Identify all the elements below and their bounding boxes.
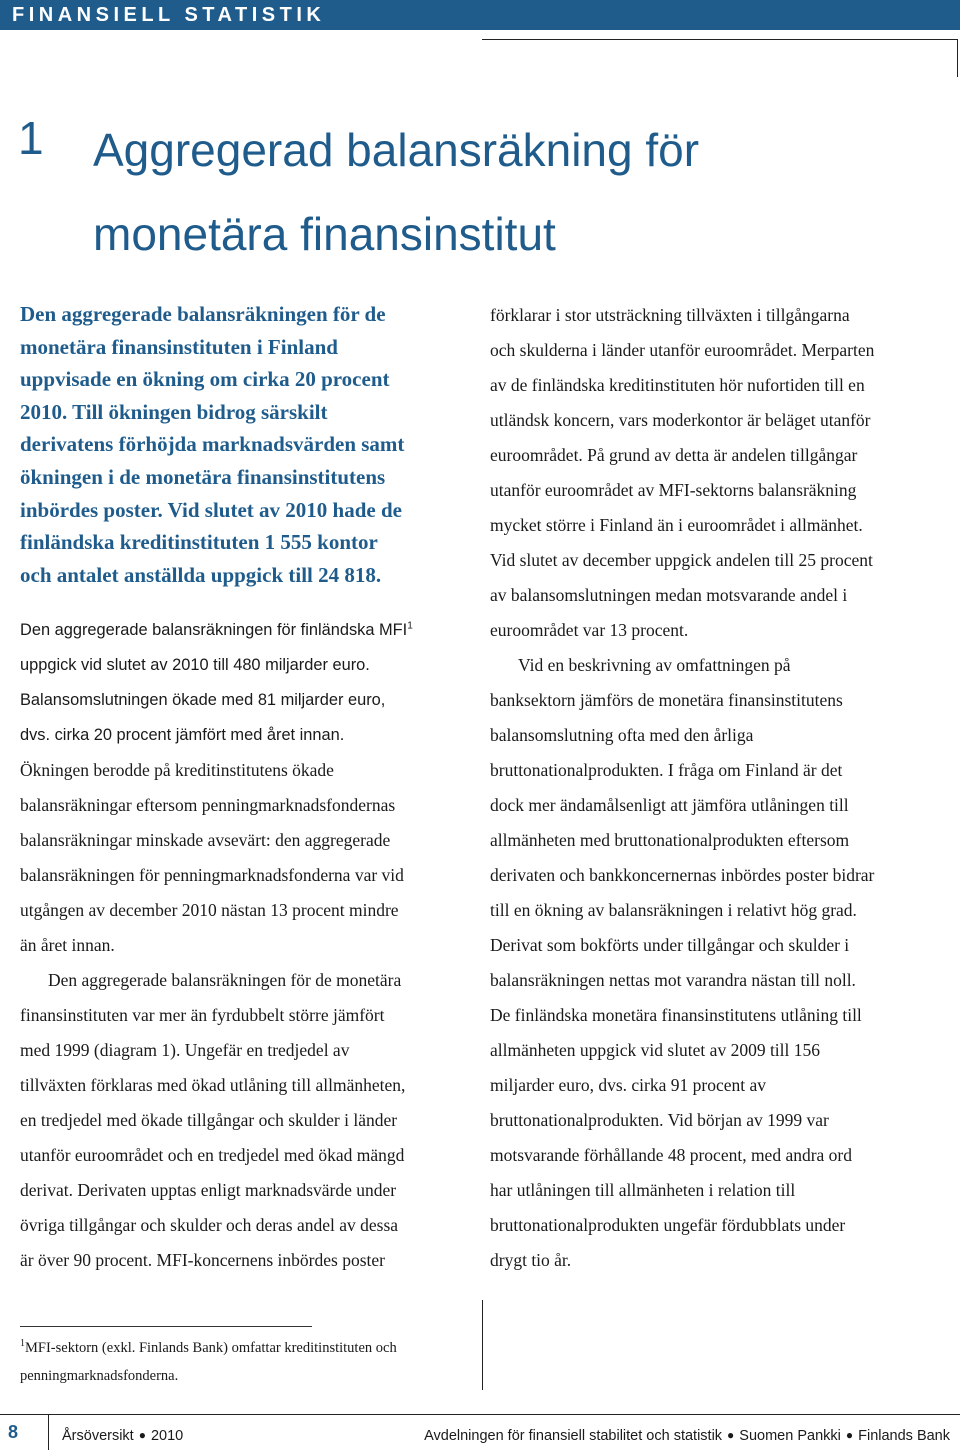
body-line: bruttonationalprodukten. Vid början av 1999 var — [490, 1110, 829, 1130]
body-line: med 1999 (diagram 1). Ungefär en tredjedel av — [20, 1040, 350, 1061]
body-line: utgången av december 2010 nästan 13 procent mindre — [20, 900, 399, 921]
footnote-reference: 1 — [407, 620, 413, 632]
body-line: övriga tillgångar och skulder och deras andel av dessa — [20, 1215, 399, 1236]
body-line: Ökningen berodde på kreditinstitutens ökade — [20, 760, 334, 781]
lead-line: 2010. Till ökningen bidrog särskilt — [20, 399, 328, 424]
body-line: De finländska monetära finansinstitutens utlåning till — [490, 1005, 862, 1025]
footnote-line — [20, 1334, 480, 1362]
lead-line: inbördes poster. Vid slutet av 2010 hade de — [20, 497, 402, 522]
body-line: Vid en beskrivning av omfattningen på — [518, 655, 791, 675]
body-line: av balansomslutningen medan motsvarande andel i — [490, 585, 848, 605]
bullet-icon: ● — [845, 1428, 854, 1442]
column-divider — [482, 1300, 483, 1390]
chapter-title-line: monetära finansinstitut — [93, 208, 556, 260]
body-line: balansomslutning ofta med den årliga — [490, 725, 754, 745]
lead-line: derivatens förhöjda marknadsvärden samt — [20, 432, 405, 457]
body-line-text: Den aggregerade balansräkningen för finländska MFI — [20, 621, 408, 640]
body-line: utanför euroområdet och en tredjedel med ökad mängd — [20, 1145, 405, 1166]
body-line: balansräkningar eftersom penningmarknadsfondernas — [20, 795, 396, 816]
frame-top-rule — [482, 39, 958, 40]
organization-name: Finlands Bank — [858, 1428, 950, 1444]
body-line: mycket större i Finland än i euroområdet i allmänhet. — [490, 515, 863, 535]
footer-left — [62, 1424, 183, 1447]
lead-line: finländska kreditinstituten 1 555 kontor — [20, 530, 378, 555]
body-line: euroområdet var 13 procent. — [490, 620, 689, 640]
body-line: bruttonationalprodukten ungefär fördubblats under — [490, 1215, 846, 1235]
body-line: Vid slutet av december uppgick andelen till 25 procent — [490, 550, 873, 570]
body-line: uppgick vid slutet av 2010 till 480 miljarder euro. — [20, 656, 370, 675]
frame-right-rule — [957, 39, 958, 77]
body-line: är över 90 procent. MFI-koncernens inbördes poster — [20, 1250, 385, 1271]
lead-line: uppvisade en ökning om cirka 20 procent — [20, 367, 390, 392]
body-line: drygt tio år. — [490, 1250, 572, 1270]
header-bar — [0, 0, 960, 30]
right-column — [490, 298, 945, 1278]
body-line: balansräkningen nettas mot varandra nästan till noll. — [490, 970, 856, 990]
body-line: än året innan. — [20, 935, 115, 956]
body-line: Balansomslutningen ökade med 81 miljarder euro, — [20, 691, 386, 710]
chapter-title — [93, 108, 913, 276]
footnote-rule — [20, 1326, 312, 1327]
body-line: och skulderna i länder utanför euroområdet. Merparten — [490, 340, 875, 360]
chapter-number: 1 — [18, 112, 44, 164]
bullet-icon: ● — [138, 1428, 146, 1442]
body-line: euroområdet. På grund av detta är andelen tillgångar — [490, 445, 858, 465]
publication-title: Årsöversikt — [62, 1428, 134, 1444]
body-line: balansräkningen för penningmarknadsfonderna var vid — [20, 865, 404, 886]
body-line: av de finländska kreditinstituten hör nufortiden till en — [490, 375, 865, 395]
lead-line: Den aggregerade balansräkningen för de — [20, 302, 386, 326]
body-line: dvs. cirka 20 procent jämfört med året innan. — [20, 726, 345, 745]
body-line: bruttonationalprodukten. I fråga om Finland är det — [490, 760, 843, 780]
footer-right — [424, 1424, 950, 1447]
body-line: till en ökning av balansräkningen i relativt hög grad. — [490, 900, 857, 920]
body-line: dock mer ändamålsenligt att jämföra utlåningen till — [490, 795, 849, 815]
chapter-title-line: Aggregerad balansräkning för — [93, 124, 700, 176]
body-line: Den aggregerade balansräkningen för de monetära — [48, 970, 402, 991]
body-line: derivaten och bankkoncernernas inbördes poster bidrar — [490, 865, 875, 885]
body-line: miljarder euro, dvs. cirka 91 procent av — [490, 1075, 767, 1095]
left-body-paragraph — [20, 613, 472, 1278]
body-line: utländsk koncern, vars moderkontor är beläget utanför — [490, 410, 871, 430]
section-header-title: FINANSIELL STATISTIK — [12, 4, 326, 26]
body-line: finansinstituten var mer än fyrdubbelt större jämfört — [20, 1005, 385, 1026]
body-line: Derivat som bokförts under tillgångar och skulder i — [490, 935, 850, 955]
lead-line: och antalet anställda uppgick till 24 818. — [20, 562, 382, 587]
publication-year: 2010 — [150, 1428, 184, 1444]
body-line: tillväxten förklaras med ökad utlåning till allmänheten, — [20, 1075, 406, 1096]
lead-paragraph — [20, 298, 472, 591]
body-line: allmänheten med bruttonationalprodukten eftersom — [490, 830, 850, 850]
body-line: förklarar i stor utsträckning tillväxten i tillgångarna — [490, 305, 850, 325]
right-body-paragraph — [490, 298, 945, 1278]
footer-divider — [48, 1414, 49, 1450]
department-name: Avdelningen för finansiell stabilitet och statistik — [424, 1428, 723, 1444]
footnote — [20, 1334, 480, 1390]
footnote-line: penningmarknadsfonderna. — [20, 1368, 179, 1384]
footnote-text: MFI-sektorn (exkl. Finlands Bank) omfattar kreditinstituten och — [25, 1340, 397, 1356]
body-line — [20, 613, 472, 648]
body-line: har utlåningen till allmänheten i relation till — [490, 1180, 796, 1200]
lead-line: monetära finansinstituten i Finland — [20, 334, 338, 359]
body-line: en tredjedel med ökade tillgångar och skulder i länder — [20, 1110, 398, 1131]
body-line: balansräkningar minskade avsevärt: den aggregerade — [20, 830, 391, 851]
organization-name: Suomen Pankki — [739, 1428, 841, 1444]
body-line: banksektorn jämförs de monetära finansinstitutens — [490, 690, 843, 710]
body-line: derivat. Derivaten upptas enligt marknadsvärde under — [20, 1180, 397, 1201]
footer-rule — [0, 1414, 960, 1415]
lead-line: ökningen i de monetära finansinstitutens — [20, 464, 386, 489]
page-number: 8 — [8, 1422, 19, 1442]
body-line: motsvarande förhållande 48 procent, med andra ord — [490, 1145, 853, 1165]
footnote-marker: 1 — [20, 1338, 25, 1350]
bullet-icon: ● — [727, 1428, 735, 1442]
body-line: allmänheten uppgick vid slutet av 2009 till 156 — [490, 1040, 821, 1060]
body-line: utanför euroområdet av MFI-sektorns balansräkning — [490, 480, 857, 500]
left-column — [20, 298, 472, 1278]
